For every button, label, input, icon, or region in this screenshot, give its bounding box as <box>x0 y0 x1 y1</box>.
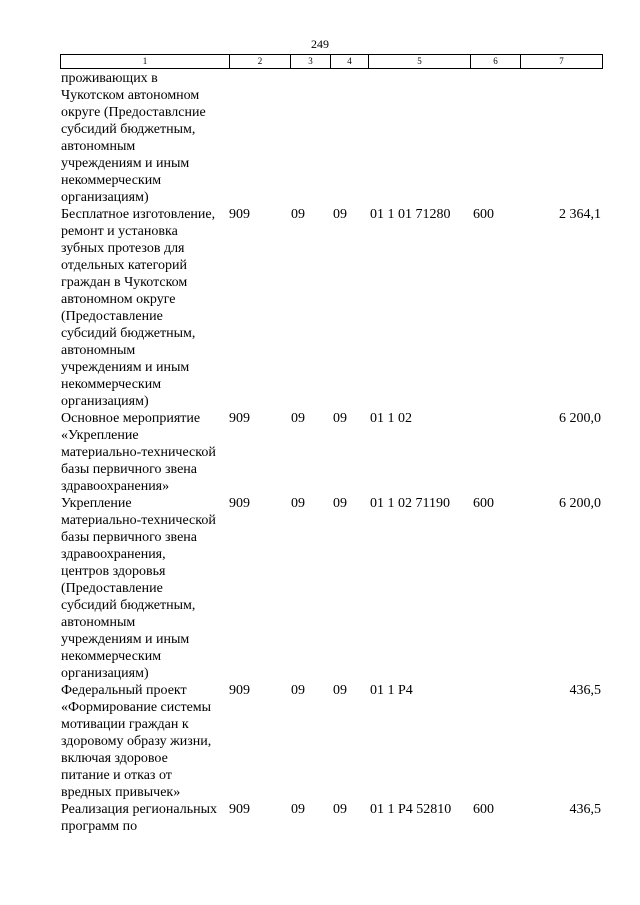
row-name-cell: Федеральный проект «Формирование системы мотивации граждан к здоровому образу жизни, включая здоровое питание и отказ от вредных привычек» <box>61 683 212 800</box>
amount-cell: 436,5 <box>569 802 601 817</box>
target-article-cell: 01 1 02 <box>370 411 412 426</box>
column-header-5: 5 <box>369 55 471 68</box>
table-header-row <box>60 54 603 69</box>
target-article-cell <box>368 70 470 206</box>
section-cell <box>290 70 330 206</box>
table-row <box>60 682 603 801</box>
column-header-6: 6 <box>471 55 521 68</box>
table-row <box>60 206 603 410</box>
expense-type-cell <box>470 682 520 801</box>
table-row <box>60 70 603 206</box>
column-header-4: 4 <box>331 55 369 68</box>
ministry-code-cell: 909 <box>229 207 250 222</box>
section-cell: 09 <box>291 683 305 698</box>
amount-cell: 6 200,0 <box>559 411 601 426</box>
table-row <box>60 410 603 495</box>
section-cell: 09 <box>291 802 305 817</box>
column-header-3: 3 <box>291 55 331 68</box>
target-article-cell: 01 1 02 71190 <box>370 496 450 511</box>
subsection-cell: 09 <box>333 496 347 511</box>
subsection-cell <box>330 70 368 206</box>
section-cell: 09 <box>291 207 305 222</box>
target-article-cell: 01 1 P4 <box>370 683 413 698</box>
amount-cell: 2 364,1 <box>559 207 601 222</box>
target-article-cell: 01 1 P4 52810 <box>370 802 452 817</box>
page-number: 249 <box>311 37 329 51</box>
subsection-cell: 09 <box>333 207 347 222</box>
column-header-7: 7 <box>559 56 564 66</box>
amount-cell <box>520 70 601 206</box>
subsection-cell: 09 <box>333 411 347 426</box>
amount-cell: 6 200,0 <box>559 496 601 511</box>
row-name-cell: Бесплатное изготовление, ремонт и установка зубных протезов для отдельных категорий граждан в Чукотском автономном округе (Предоставление субсидий бюджетным, автономным учреждениям и иным некоммерческим организациям) <box>61 207 216 409</box>
row-name-cell: Основное мероприятие «Укрепление материально-технической базы первичного звена здравоохранения» <box>61 411 216 494</box>
section-cell: 09 <box>291 496 305 511</box>
row-name-cell: Реализация региональных программ по <box>61 802 218 834</box>
subsection-cell: 09 <box>333 683 347 698</box>
ministry-code-cell: 909 <box>229 683 250 698</box>
row-name-cell: Укрепление материально-технической базы первичного звена здравоохранения, центров здоровья (Предоставление субсидий бюджетным, автономным учреждениям и иным некоммерческим организациям) <box>61 496 216 681</box>
column-header-2: 2 <box>230 55 291 68</box>
expense-type-cell: 600 <box>473 207 494 222</box>
table-row <box>60 801 603 835</box>
ministry-code-cell: 909 <box>229 496 250 511</box>
target-article-cell: 01 1 01 71280 <box>370 207 451 222</box>
column-header-1: 1 <box>61 55 230 68</box>
ministry-code-cell: 909 <box>229 802 250 817</box>
table-row <box>60 495 603 682</box>
ministry-code-cell <box>229 70 290 206</box>
row-name-cell: проживающих в Чукотском автономном округе (Предоставлсние субсидий бюджетным, автономным учреждениям и иным некоммерческим организациям) <box>61 71 206 205</box>
section-cell: 09 <box>291 411 305 426</box>
expense-type-cell <box>470 70 520 206</box>
subsection-cell: 09 <box>333 802 347 817</box>
expense-type-cell <box>470 410 520 495</box>
table-body <box>60 70 603 835</box>
expense-type-cell: 600 <box>473 496 494 511</box>
expense-type-cell: 600 <box>473 802 494 817</box>
ministry-code-cell: 909 <box>229 411 250 426</box>
amount-cell: 436,5 <box>569 683 601 698</box>
